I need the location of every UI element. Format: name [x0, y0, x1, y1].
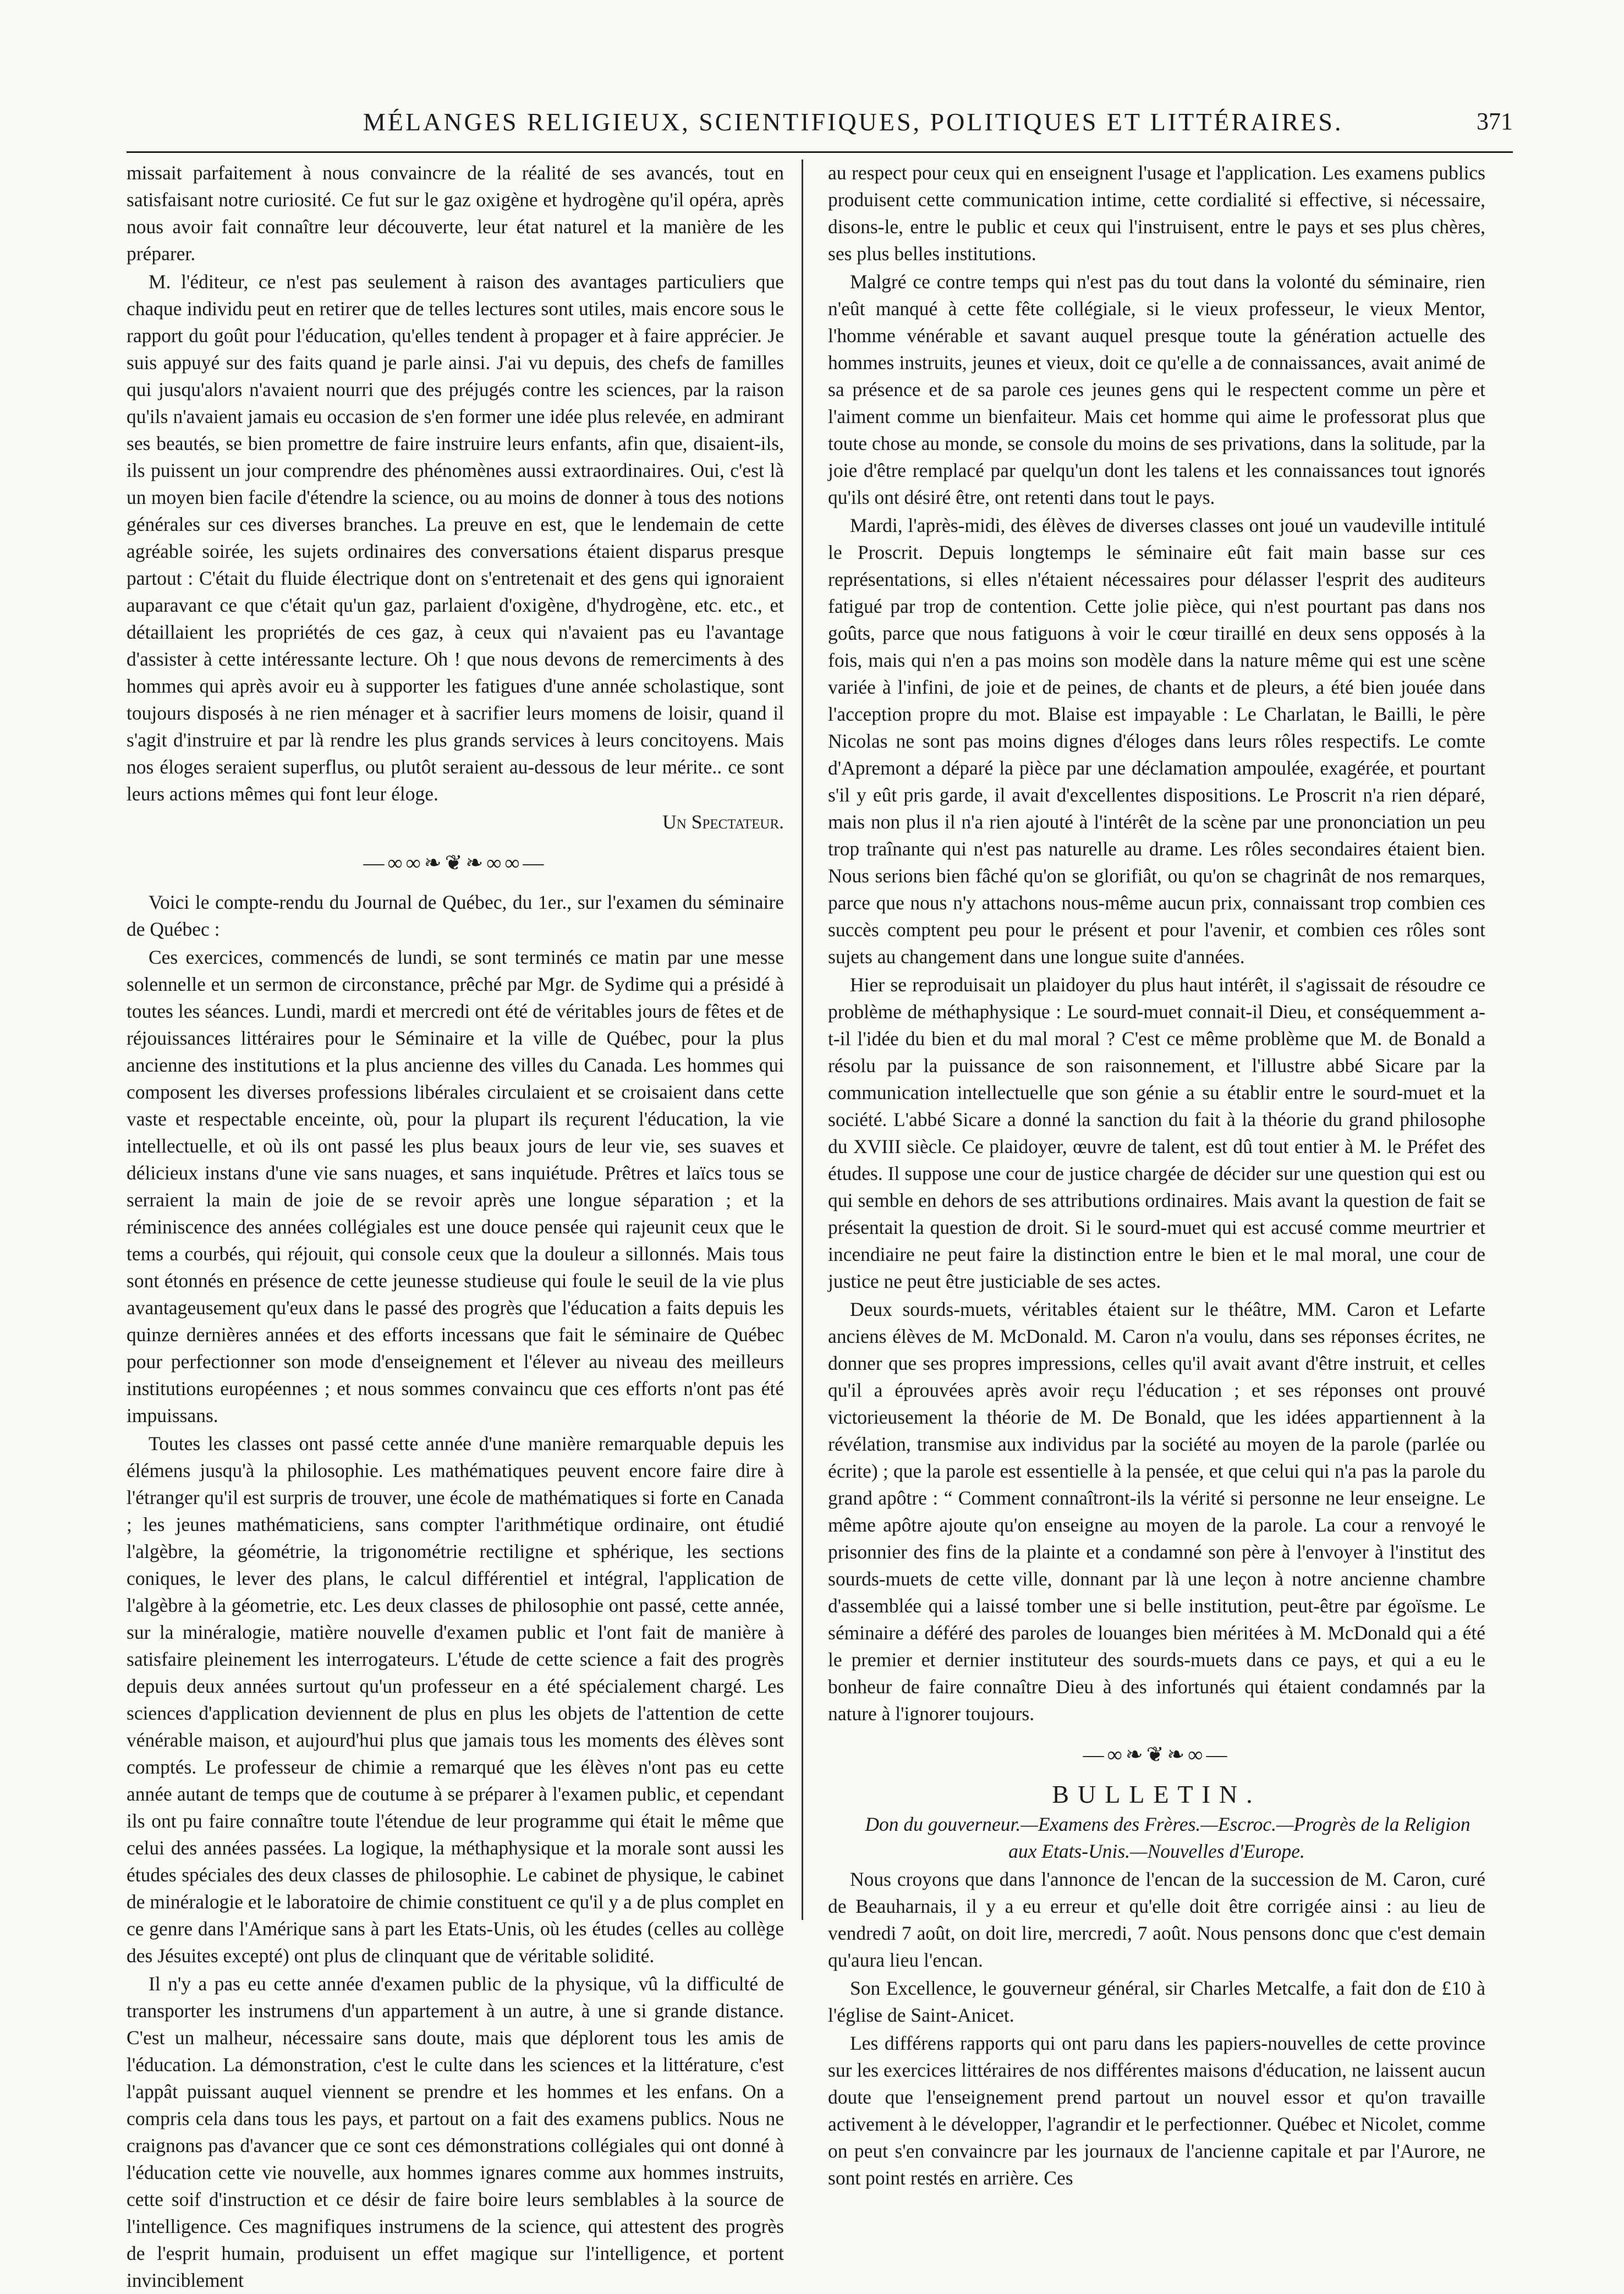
signature: Un Spectateur. — [662, 811, 784, 833]
paragraph: Nous croyons que dans l'annonce de l'encan de la succession de M. Caron, curé de Beauharnais, il y a eu erreur et qu'elle doit être corrigée ainsi : au lieu de vendredi 7 août, on doit lire, mercredi, 7 août. Nous pensons donc que c'est demain qu'aura lieu l'encan. — [828, 1868, 1485, 1971]
paragraph: Il n'y a pas eu cette année d'examen public de la physique, vû la difficulté de transporter les instrumens d'un appartement à un autre, à une si grande distance. C'est un malheur, nécessaire sans doute, mais que déplorent tous les amis de l'éducation. La démonstration, c'est le culte dans les sciences et la littérature, c'est l'appât puissant auquel viennent se prendre et les hommes et les enfans. On a compris cela dans tous les pays, et partout on a fait des examens publics. Nous ne craignons pas d'avancer que ce sont ces démonstrations collégiales qui ont donné à l'éducation cette vie nouvelle, aux hommes ignares comme aux hommes instruits, cette soif d'instruction et ce désir de faire boire leurs semblables à la source de l'intelligence. Ces magnifiques instrumens de la science, qui attestent des progrès de l'esprit humain, produisent un effet magique sur l'intelligence, et portent invinciblement — [127, 1973, 784, 2291]
paragraph: missait parfaitement à nous convaincre de la réalité de ses avancés, tout en satisfaisant notre curiosité. Ce fut sur le gaz oxigène et hydrogène qu'il opéra, après nous avoir fait connaître leur découverte, leur état naturel et la manière de les préparer. — [127, 162, 784, 265]
column-rule — [802, 160, 803, 1920]
paragraph: Voici le compte-rendu du Journal de Québec, du 1er., sur l'examen du séminaire de Québec : — [127, 891, 784, 940]
paragraph: Malgré ce contre temps qui n'est pas du tout dans la volonté du séminaire, rien n'eût manqué à cette fête collégiale, si le vieux professeur, le vieux Mentor, l'homme vénérable et savant auquel presque toute la génération actuelle des hommes instruits, jeunes et vieux, doit ce qu'elle a de connaissances, avait animé de sa présence et de sa parole ces jeunes gens qui le respectent comme un père et l'aiment comme un bienfaiteur. Mais cet homme qui aime le professorat plus que toute chose au monde, se console du moins de ses privations, dans la solitude, par la joie d'être remplacé par quelqu'un dont les talens et les connaissances tout ignorés qu'ils ont désiré être, ont retenti dans tout le pays. — [828, 271, 1485, 508]
right-column — [828, 160, 1485, 2189]
bulletin-heading: BULLETIN. — [1052, 1780, 1261, 1808]
page-number: 371 — [1477, 108, 1513, 135]
ornament-divider: —∞❧❦❧∞— — [1083, 1743, 1231, 1766]
running-title: MÉLANGES RELIGIEUX, SCIENTIFIQUES, POLITIQUES ET LITTÉRAIRES. — [363, 108, 1343, 136]
paragraph: Ces exercices, commencés de lundi, se sont terminés ce matin par une messe solennelle et un sermon de circonstance, prêché par Mgr. de Sydime qui a présidé à toutes les séances. Lundi, mardi et mercredi ont été de véritables jours de fêtes et de réjouissances littéraires pour le Séminaire et la ville de Québec, pour la plus ancienne des institutions et la plus ancienne des villes du Canada. Les hommes qui composent les diverses professions libérales circulaient et se croisaient dans cette vaste et respectable enceinte, où, pour la plupart ils reçurent l'éducation, la vie intellectuelle, et où ils ont passé les plus beaux jours de leur vie, ses suaves et délicieux instans d'une vie sans nuages, et sans inquiétude. Prêtres et laïcs tous se serraient la main de joie de se revoir après une longue séparation ; et la réminiscence des années collégiales est une douce pensée qui rajeunit ceux que le tems a courbés, qui réjouit, qui console ceux que la douleur a sillonnés. Mais tous sont étonnés en présence de cette jeunesse studieuse qui foule le seuil de la vie plus avantageusement qu'eux dans le passé des progrès que l'éducation a faits depuis les quinze dernières années et des efforts incessans que fait le séminaire de Québec pour perfectionner son mode d'enseignement et l'élever au niveau des meilleurs institutions européennes ; et nous sommes convaincu que ces efforts n'ont pas été impuissans. — [127, 946, 784, 1426]
page-header — [127, 96, 1513, 153]
paragraph: Deux sourds-muets, véritables étaient sur le théâtre, MM. Caron et Lefarte anciens élèves de M. McDonald. M. Caron n'a voulu, dans ses réponses écrites, ne donner que ses propres impressions, celles qu'il avait avant d'être instruit, et celles qu'il a éprouvées après avoir reçu l'éducation ; et ses réponses ont prouvé victorieusement la théorie de M. De Bonald, que les idées appartiennent à la révélation, transmise aux individus par la société au moyen de la parole (parlée ou écrite) ; que la parole est essentielle à la pensée, et que celui qui n'a pas la parole du grand apôtre : “ Comment connaîtront-ils la vérité si personne ne leur enseigne. Le même apôtre ajoute qu'on enseigne au moyen de la parole. La cour a renvoyé le prisonnier des fins de la plainte et a condamné son père à l'envoyer à l'institut des sourds-muets de cette ville, donnant par là une leçon à notre ancienne chambre d'assemblée qui a laissé tomber une si belle institution, peut-être par égoïsme. Le séminaire a déféré des paroles de louanges bien méritées à M. McDonald qui a été le premier et dernier instituteur des sourds-muets dans ce pays, et qui a eu le bonheur de faire connaître Dieu à des infortunés qui étaient condamnés par la nature à l'ignorer toujours. — [828, 1298, 1485, 1725]
paragraph: Hier se reproduisait un plaidoyer du plus haut intérêt, il s'agissait de résoudre ce problème de méthaphysique : Le sourd-muet connait-il Dieu, et conséquemment a-t-il l'idée du bien et du mal moral ? C'est ce même problème que M. de Bonald a résolu par la puissance de son raisonnement, et l'illustre abbé Sicare par la communication intellectuelle que son génie a su établir entre le sourd-muet et la société. L'abbé Sicare a donné la sanction du fait à la théorie du grand philosophe du XVIII siècle. Ce plaidoyer, œuvre de talent, est dû tout entier à M. le Préfet des études. Il suppose une cour de justice chargée de décider sur une question qui est ou qui semble en dehors de ses attributions ordinaires. Mais avant la question de fait se présentait la question de droit. Si le sourd-muet qui est accusé comme meurtrier et incendiaire ne peut faire la distinction entre le bien et le mal moral, une cour de justice ne peut être justiciable de ses actes. — [828, 974, 1485, 1292]
left-column — [127, 160, 784, 2291]
paragraph: Les différens rapports qui ont paru dans les papiers-nouvelles de cette province sur les exercices littéraires de nos différentes maisons d'éducation, ne laissent aucun doute que l'enseignement prend partout un nouvel essor et qu'on travaille activement à le développer, l'agrandir et le perfectionner. Québec et Nicolet, comme on peut s'en convaincre par les journaux de l'ancienne capitale et par l'Aurore, ne sont point restés en arrière. Ces — [828, 2032, 1485, 2189]
paragraph: Mardi, l'après-midi, des élèves de diverses classes ont joué un vaudeville intitulé le Proscrit. Depuis longtemps le séminaire eût fait main basse sur ces représentations, si elles n'étaient nécessaires pour délasser l'esprit des auditeurs fatigué par trop de contention. Cette jolie pièce, qui n'est pourtant pas dans nos goûts, parce que nous fatiguons à voir le cœur tiraillé en deux sens opposés à la fois, mais qui n'en a pas moins son modèle dans la nature même qui est une scène variée à l'infini, de joie et de peines, de chants et de pleurs, a été bien jouée dans l'acception propre du mot. Blaise est impayable : Le Charlatan, le Bailli, le père Nicolas ne sont pas moins dignes d'éloges dans leurs rôles respectifs. Le comte d'Apremont a déparé la pièce par une déclamation ampoulée, exagérée, et pourtant s'il y eût pris garde, il avait d'excellentes dispositions. Le Proscrit n'a rien déparé, mais non plus il n'a rien ajouté à l'intérêt de la scène par une prononciation un peu trop traînante qui n'est pas naturelle au drame. Les rôles secondaires étaient bien. Nous serions bien fâché qu'on se glorifiât, ou qu'on se chagrinât de nos remarques, parce que nous n'y attachons nous-même aucun prix, connaissant trop combien ces succès comptent peu pour le présent et pour l'avenir, et combien ces rôles sont sujets au changement dans une longue suite d'années. — [828, 514, 1485, 968]
paragraph: M. l'éditeur, ce n'est pas seulement à raison des avantages particuliers que chaque individu peut en retirer que de telles lectures sont utiles, mais encore sous le rapport du goût pour l'éducation, qu'elles tendent à propager et à faire apprécier. Je suis appuyé sur des faits quand je parle ainsi. J'ai vu depuis, des chefs de familles qui jusqu'alors n'avaient nourri que des préjugés contre les sciences, par la raison qu'ils n'avaient jamais eu occasion de s'en former une idée plus relevée, en admirant ses beautés, se bien promettre de faire instruire leurs enfants, afin que, disaient-ils, ils puissent un jour comprendre des phénomènes aussi extraordinaires. Oui, c'est là un moyen bien facile d'étendre la science, ou au moins de donner à tous des notions générales sur ces diverses branches. La preuve en est, que le lendemain de cette agréable soirée, les sujets ordinaires des conversations étaient disparus presque partout : C'était du fluide électrique dont on s'entretenait et des gens qui ignoraient auparavant ce que c'était qu'un gaz, parlaient d'oxigène, d'hydrogène, etc. etc., et détaillaient les propriétés de ces gaz, à ceux qui n'avaient pas eu l'avantage d'assister à cette intéressante lecture. Oh ! que nous devons de remerciments à des hommes qui après avoir eu à supporter les fatigues d'une année scholastique, sont toujours disposés à ne rien ménager et à sacrifier leurs momens de loisir, quand il s'agit d'instruire et par là rendre les plus grands services à leurs concitoyens. Mais nos éloges seraient superflus, ou plutôt seraient au-dessous de leur mérite.. ce sont leurs actions mêmes qui font leur éloge. — [127, 271, 784, 805]
bulletin-summary: Don du gouverneur.—Examens des Frères.—Escroc.—Progrès de la Religion aux Etats-Unis.—Nouvelles d'Europe. — [865, 1813, 1471, 1862]
paragraph: Son Excellence, le gouverneur général, sir Charles Metcalfe, a fait don de £10 à l'église de Saint-Anicet. — [828, 1977, 1485, 2026]
paragraph: Toutes les classes ont passé cette année d'une manière remarquable depuis les élémens jusqu'à la philosophie. Les mathématiques peuvent encore faire dire à l'étranger qu'il est surpris de trouver, une école de mathématiques si forte en Canada ; les jeunes mathématiciens, sans compter l'arithmétique ordinaire, ont étudié l'algèbre, la géométrie, la trigonométrie rectiligne et sphérique, les sections coniques, le lever des plans, le calcul différentiel et intégral, l'application de l'algèbre à la géometrie, etc. Les deux classes de philosophie ont passé, cette année, sur la minéralogie, matière nouvelle d'examen public et l'ont fait de manière à satisfaire pleinement les interrogateurs. L'étude de cette science a fait des progrès depuis deux années surtout qu'un professeur en a été spécialement chargé. Les sciences d'application deviennent de plus en plus les objets de l'attention de cette vénérable maison, et aujourd'hui plus que jamais tous les moments des élèves sont comptés. Le professeur de chimie a remarqué que les élèves n'ont pas eu cette année autant de temps que de coutume à se préparer à l'examen public, et cependant ils ont pu faire connaître toute l'étendue de leur programme qui était le même que celui des années passées. La logique, la méthaphysique et la morale sont aussi les études spéciales des deux classes de philosophie. Le cabinet de physique, le cabinet de minéralogie et le laboratoire de chimie constituent ce qu'il y a de plus complet en ce genre dans l'Amérique sans à part les Etats-Unis, où les études (celles au collège des Jésuites excepté) ont plus de clinquant que de véritable solidité. — [127, 1433, 784, 1967]
paragraph: au respect pour ceux qui en enseignent l'usage et l'application. Les examens publics produisent cette communication intime, cette cordialité si effective, si nécessaire, disons-le, entre le public et ceux qui l'instruisent, entre le pays et ses plus chères, ses plus belles institutions. — [828, 162, 1485, 265]
ornament-divider: —∞∞❧❦❧∞∞— — [363, 852, 547, 875]
